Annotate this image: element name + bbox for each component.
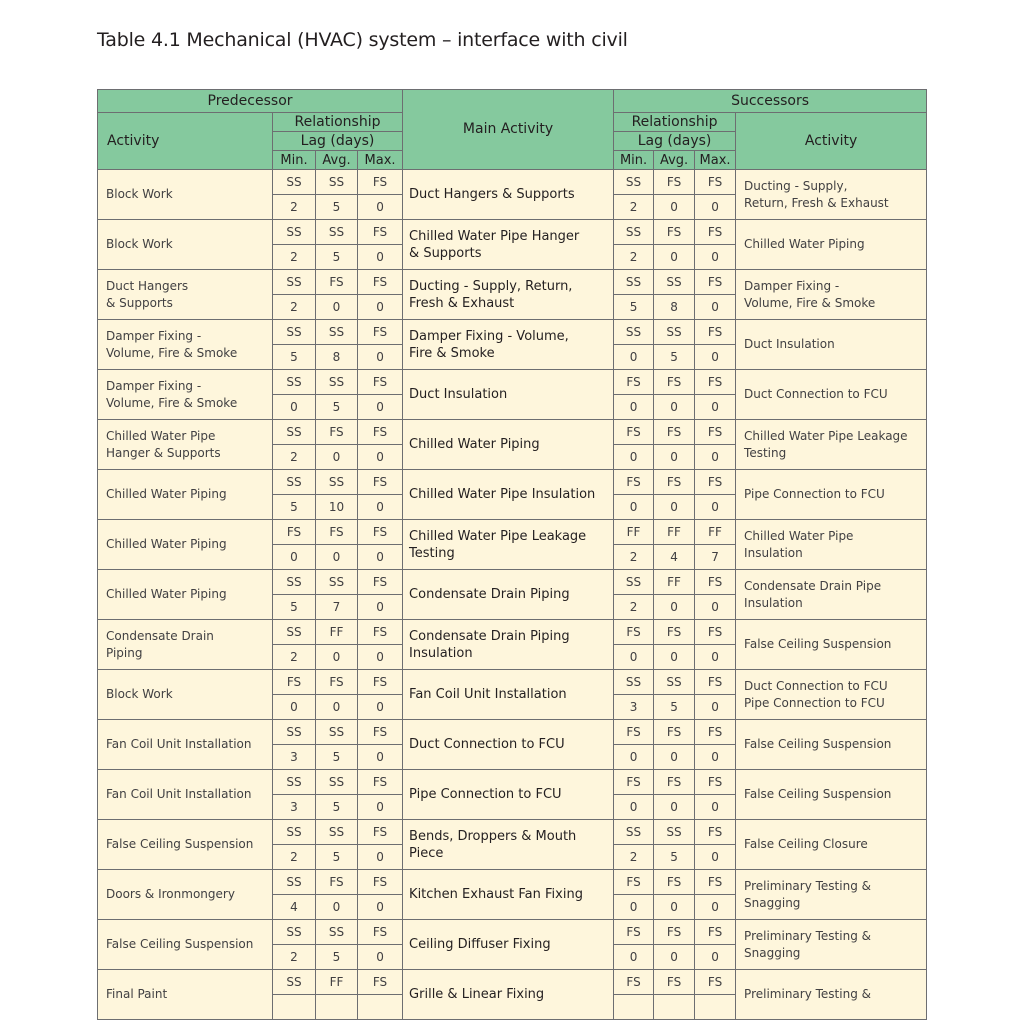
main-activity: Chilled Water Piping (403, 420, 614, 470)
successor-activity: Duct Connection to FCU Pipe Connection to FCU (736, 670, 927, 720)
main-activity: Duct Hangers & Supports (403, 170, 614, 220)
main-activity: Grille & Linear Fixing (403, 970, 614, 1020)
predecessor-relationship: FS (358, 570, 403, 595)
main-activity: Fan Coil Unit Installation (403, 670, 614, 720)
predecessor-relationship: SS (273, 770, 316, 795)
successor-relationship: FS (654, 220, 695, 245)
predecessor-relationship: SS (273, 320, 316, 345)
predecessor-activity: False Ceiling Suspension (98, 920, 273, 970)
predecessor-relationship: SS (316, 370, 358, 395)
successor-relationship: FS (695, 320, 736, 345)
successor-relationship: FS (654, 870, 695, 895)
successor-relationship: FS (695, 420, 736, 445)
predecessor-lag: 0 (316, 645, 358, 670)
main-activity: Bends, Droppers & Mouth Piece (403, 820, 614, 870)
successor-relationship: FS (695, 770, 736, 795)
predecessor-activity: Chilled Water Piping (98, 470, 273, 520)
predecessor-activity: Damper Fixing - Volume, Fire & Smoke (98, 370, 273, 420)
successor-activity: False Ceiling Suspension (736, 620, 927, 670)
successor-activity: Chilled Water Piping (736, 220, 927, 270)
successor-lag: 5 (654, 845, 695, 870)
successor-max-header: Max. (695, 151, 736, 170)
predecessor-relationship: SS (273, 470, 316, 495)
successor-relationship: FS (654, 970, 695, 995)
successor-lag: 0 (614, 795, 654, 820)
successor-relationship: FF (614, 520, 654, 545)
predecessor-relationship: FS (316, 270, 358, 295)
predecessor-lag: 0 (358, 845, 403, 870)
main-activity: Pipe Connection to FCU (403, 770, 614, 820)
table-row (98, 170, 927, 195)
successor-relationship: FS (695, 270, 736, 295)
predecessor-lag: 0 (273, 695, 316, 720)
successor-relationship: SS (654, 270, 695, 295)
successor-relationship: SS (614, 320, 654, 345)
successor-relationship: FS (654, 420, 695, 445)
predecessor-activity: Duct Hangers & Supports (98, 270, 273, 320)
table-row (98, 220, 927, 245)
main-activity: Damper Fixing - Volume, Fire & Smoke (403, 320, 614, 370)
successor-activity: Damper Fixing - Volume, Fire & Smoke (736, 270, 927, 320)
successor-activity: Pipe Connection to FCU (736, 470, 927, 520)
main-activity: Condensate Drain Piping (403, 570, 614, 620)
predecessor-min-header: Min. (273, 151, 316, 170)
successor-lag: 0 (654, 745, 695, 770)
predecessor-activity: Chilled Water Piping (98, 570, 273, 620)
successor-relationship: FS (654, 170, 695, 195)
predecessor-relationship: SS (316, 570, 358, 595)
predecessor-lag: 0 (358, 445, 403, 470)
predecessor-relationship: SS (316, 170, 358, 195)
successor-lag: 0 (614, 645, 654, 670)
table-row (98, 820, 927, 845)
successor-relationship: FS (695, 370, 736, 395)
successor-relationship: FS (614, 470, 654, 495)
main-activity: Chilled Water Pipe Insulation (403, 470, 614, 520)
table-row (98, 770, 927, 795)
predecessor-relationship: FS (358, 770, 403, 795)
predecessor-relationship: SS (273, 970, 316, 995)
predecessor-lag: 2 (273, 445, 316, 470)
successor-relationship: SS (654, 820, 695, 845)
predecessor-lag: 5 (316, 795, 358, 820)
successor-lag: 0 (614, 745, 654, 770)
successor-activity: Duct Insulation (736, 320, 927, 370)
predecessor-relationship: SS (273, 370, 316, 395)
successor-relationship: FS (654, 720, 695, 745)
successor-relationship: FS (654, 920, 695, 945)
predecessor-lag (273, 995, 316, 1020)
predecessor-relationship: FS (358, 270, 403, 295)
predecessor-lag: 5 (316, 195, 358, 220)
successor-avg-header: Avg. (654, 151, 695, 170)
successor-lag: 7 (695, 545, 736, 570)
table-row (98, 620, 927, 645)
successor-activity-header: Activity (736, 113, 927, 170)
successor-lag: 0 (695, 595, 736, 620)
predecessor-lag: 0 (358, 345, 403, 370)
table-row (98, 420, 927, 445)
successor-lag (614, 995, 654, 1020)
predecessor-header: Predecessor (98, 90, 403, 113)
table-row (98, 520, 927, 545)
table-title: Table 4.1 Mechanical (HVAC) system – interface with civil (97, 29, 628, 51)
predecessor-relationship: FS (316, 670, 358, 695)
predecessor-relationship: SS (273, 870, 316, 895)
table-row (98, 670, 927, 695)
main-activity: Ceiling Diffuser Fixing (403, 920, 614, 970)
successor-lag: 0 (654, 645, 695, 670)
predecessor-lag: 0 (358, 745, 403, 770)
predecessor-relationship: FS (358, 670, 403, 695)
predecessor-lag: 0 (273, 545, 316, 570)
predecessor-lag: 8 (316, 345, 358, 370)
predecessor-lag: 0 (358, 195, 403, 220)
predecessor-relationship: FS (358, 870, 403, 895)
predecessor-relationship: SS (273, 570, 316, 595)
predecessor-lag: 0 (316, 895, 358, 920)
predecessor-relationship: SS (316, 220, 358, 245)
predecessor-activity: Doors & Ironmongery (98, 870, 273, 920)
successor-lag: 2 (614, 195, 654, 220)
successor-lag-header: Lag (days) (614, 132, 736, 151)
successor-lag: 5 (614, 295, 654, 320)
successor-relationship: SS (614, 270, 654, 295)
predecessor-relationship: FS (358, 370, 403, 395)
hvac-interface-table (97, 89, 927, 1020)
predecessor-relationship: FS (358, 820, 403, 845)
predecessor-relationship: FF (316, 620, 358, 645)
table-row (98, 720, 927, 745)
successor-lag: 0 (695, 845, 736, 870)
predecessor-relationship: SS (273, 620, 316, 645)
successor-lag: 0 (654, 795, 695, 820)
predecessor-activity: Condensate Drain Piping (98, 620, 273, 670)
successor-relationship: FS (654, 620, 695, 645)
successor-relationship: FS (614, 920, 654, 945)
predecessor-relationship: SS (316, 820, 358, 845)
successor-activity: False Ceiling Closure (736, 820, 927, 870)
main-activity: Condensate Drain Piping Insulation (403, 620, 614, 670)
successors-header: Successors (614, 90, 927, 113)
predecessor-activity: False Ceiling Suspension (98, 820, 273, 870)
predecessor-activity: Final Paint (98, 970, 273, 1020)
successor-lag: 0 (695, 895, 736, 920)
successor-lag: 5 (654, 695, 695, 720)
predecessor-lag: 4 (273, 895, 316, 920)
successor-lag: 2 (614, 845, 654, 870)
predecessor-lag: 10 (316, 495, 358, 520)
predecessor-relationship: FF (316, 970, 358, 995)
predecessor-lag: 0 (316, 295, 358, 320)
predecessor-relationship: SS (273, 270, 316, 295)
predecessor-lag: 5 (273, 345, 316, 370)
successor-lag: 0 (695, 295, 736, 320)
successor-relationship: FS (614, 720, 654, 745)
table-row (98, 870, 927, 895)
predecessor-relationship: FS (358, 420, 403, 445)
predecessor-relationship: SS (273, 420, 316, 445)
predecessor-relationship: SS (316, 770, 358, 795)
predecessor-lag: 5 (316, 745, 358, 770)
predecessor-relationship: FS (358, 970, 403, 995)
predecessor-relationship: FS (358, 220, 403, 245)
successor-lag: 0 (614, 895, 654, 920)
predecessor-lag: 0 (358, 895, 403, 920)
successor-relationship: FS (695, 820, 736, 845)
table-row (98, 370, 927, 395)
predecessor-relationship: SS (273, 170, 316, 195)
predecessor-relationship: FS (358, 520, 403, 545)
successor-relationship: SS (614, 220, 654, 245)
successor-activity: Chilled Water Pipe Insulation (736, 520, 927, 570)
main-activity: Ducting - Supply, Return, Fresh & Exhaust (403, 270, 614, 320)
predecessor-activity: Chilled Water Piping (98, 520, 273, 570)
successor-relationship: FS (614, 870, 654, 895)
predecessor-lag: 0 (358, 695, 403, 720)
predecessor-relationship: FS (273, 520, 316, 545)
predecessor-lag: 0 (358, 595, 403, 620)
successor-relationship: FS (695, 720, 736, 745)
predecessor-relationship: FS (316, 870, 358, 895)
table-row (98, 320, 927, 345)
successor-relationship-header: Relationship (614, 113, 736, 132)
successor-activity: Chilled Water Pipe Leakage Testing (736, 420, 927, 470)
predecessor-activity: Block Work (98, 670, 273, 720)
predecessor-activity: Damper Fixing - Volume, Fire & Smoke (98, 320, 273, 370)
predecessor-lag: 0 (358, 395, 403, 420)
successor-relationship: FS (614, 370, 654, 395)
successor-relationship: FS (695, 470, 736, 495)
successor-lag: 0 (695, 495, 736, 520)
successor-activity: Duct Connection to FCU (736, 370, 927, 420)
predecessor-lag: 0 (273, 395, 316, 420)
successor-relationship: FS (695, 920, 736, 945)
successor-relationship: SS (614, 170, 654, 195)
predecessor-lag: 0 (316, 695, 358, 720)
main-activity: Duct Connection to FCU (403, 720, 614, 770)
successor-lag: 0 (695, 745, 736, 770)
predecessor-relationship: FS (358, 620, 403, 645)
predecessor-relationship: SS (316, 470, 358, 495)
main-activity-header: Main Activity (403, 90, 614, 170)
successor-activity: Preliminary Testing & Snagging (736, 870, 927, 920)
predecessor-activity: Chilled Water Pipe Hanger & Supports (98, 420, 273, 470)
table-row (98, 270, 927, 295)
successor-relationship: FS (654, 770, 695, 795)
successor-lag: 0 (695, 195, 736, 220)
predecessor-lag: 0 (358, 645, 403, 670)
predecessor-lag: 2 (273, 195, 316, 220)
successor-relationship: FS (614, 770, 654, 795)
successor-relationship: FS (695, 670, 736, 695)
predecessor-relationship: FS (358, 470, 403, 495)
predecessor-lag-header: Lag (days) (273, 132, 403, 151)
predecessor-max-header: Max. (358, 151, 403, 170)
successor-lag: 0 (614, 945, 654, 970)
predecessor-relationship: FS (273, 670, 316, 695)
successor-lag: 0 (654, 945, 695, 970)
successor-relationship: FF (654, 520, 695, 545)
predecessor-lag: 2 (273, 245, 316, 270)
successor-lag: 0 (695, 245, 736, 270)
predecessor-relationship: SS (273, 220, 316, 245)
successor-activity: Preliminary Testing & Snagging (736, 920, 927, 970)
successor-relationship: FS (614, 970, 654, 995)
predecessor-relationship: SS (316, 320, 358, 345)
successor-relationship: SS (654, 670, 695, 695)
successor-lag: 0 (654, 595, 695, 620)
predecessor-lag: 2 (273, 295, 316, 320)
successor-relationship: SS (614, 570, 654, 595)
successor-lag: 5 (654, 345, 695, 370)
predecessor-relationship: SS (316, 920, 358, 945)
successor-lag: 0 (654, 245, 695, 270)
successor-relationship: FS (695, 170, 736, 195)
successor-lag: 0 (695, 795, 736, 820)
predecessor-relationship-header: Relationship (273, 113, 403, 132)
successor-activity: False Ceiling Suspension (736, 720, 927, 770)
successor-lag: 0 (614, 345, 654, 370)
successor-relationship: FS (695, 870, 736, 895)
successor-relationship: FS (695, 570, 736, 595)
predecessor-lag: 0 (358, 295, 403, 320)
successor-activity: Condensate Drain Pipe Insulation (736, 570, 927, 620)
predecessor-lag: 2 (273, 845, 316, 870)
successor-lag: 0 (695, 945, 736, 970)
successor-lag: 2 (614, 595, 654, 620)
main-activity: Kitchen Exhaust Fan Fixing (403, 870, 614, 920)
predecessor-activity: Block Work (98, 220, 273, 270)
predecessor-relationship: FS (358, 720, 403, 745)
successor-lag: 8 (654, 295, 695, 320)
successor-lag: 0 (614, 445, 654, 470)
predecessor-lag: 3 (273, 795, 316, 820)
successor-relationship: FS (695, 220, 736, 245)
predecessor-relationship: FS (358, 920, 403, 945)
predecessor-lag: 5 (316, 245, 358, 270)
predecessor-lag: 3 (273, 745, 316, 770)
successor-lag: 0 (654, 445, 695, 470)
successor-lag: 0 (695, 345, 736, 370)
successor-relationship: SS (654, 320, 695, 345)
predecessor-lag: 0 (316, 445, 358, 470)
predecessor-relationship: FS (358, 170, 403, 195)
predecessor-relationship: SS (273, 820, 316, 845)
predecessor-lag: 5 (273, 595, 316, 620)
successor-lag: 3 (614, 695, 654, 720)
successor-relationship: FS (695, 970, 736, 995)
successor-lag: 2 (614, 545, 654, 570)
successor-lag (695, 995, 736, 1020)
successor-relationship: SS (614, 820, 654, 845)
successor-relationship: FS (614, 620, 654, 645)
predecessor-lag: 2 (273, 945, 316, 970)
predecessor-relationship: FS (316, 520, 358, 545)
main-activity: Chilled Water Pipe Leakage Testing (403, 520, 614, 570)
successor-lag: 0 (695, 645, 736, 670)
successor-activity: False Ceiling Suspension (736, 770, 927, 820)
successor-lag: 0 (654, 495, 695, 520)
successor-activity: Ducting - Supply, Return, Fresh & Exhaust (736, 170, 927, 220)
predecessor-lag: 0 (358, 245, 403, 270)
successor-relationship: FS (654, 470, 695, 495)
successor-lag: 0 (654, 395, 695, 420)
predecessor-lag: 5 (316, 395, 358, 420)
main-activity: Duct Insulation (403, 370, 614, 420)
successor-lag: 0 (695, 395, 736, 420)
predecessor-relationship: SS (316, 720, 358, 745)
predecessor-lag: 0 (316, 545, 358, 570)
successor-lag: 0 (614, 395, 654, 420)
successor-lag: 0 (614, 495, 654, 520)
predecessor-lag: 2 (273, 645, 316, 670)
predecessor-lag: 0 (358, 545, 403, 570)
successor-relationship: FS (614, 420, 654, 445)
predecessor-lag: 0 (358, 945, 403, 970)
predecessor-lag: 5 (273, 495, 316, 520)
predecessor-lag (358, 995, 403, 1020)
predecessor-relationship: FS (316, 420, 358, 445)
successor-relationship: FF (695, 520, 736, 545)
predecessor-activity-header: Activity (98, 113, 273, 170)
successor-lag: 4 (654, 545, 695, 570)
predecessor-activity: Block Work (98, 170, 273, 220)
successor-min-header: Min. (614, 151, 654, 170)
successor-lag: 0 (695, 695, 736, 720)
successor-lag (654, 995, 695, 1020)
table-row (98, 470, 927, 495)
predecessor-lag: 7 (316, 595, 358, 620)
successor-relationship: SS (614, 670, 654, 695)
successor-lag: 0 (695, 445, 736, 470)
successor-relationship: FS (654, 370, 695, 395)
predecessor-lag (316, 995, 358, 1020)
successor-activity: Preliminary Testing & (736, 970, 927, 1020)
predecessor-relationship: SS (273, 920, 316, 945)
successor-relationship: FF (654, 570, 695, 595)
table-row (98, 570, 927, 595)
predecessor-activity: Fan Coil Unit Installation (98, 770, 273, 820)
predecessor-relationship: FS (358, 320, 403, 345)
predecessor-lag: 0 (358, 495, 403, 520)
predecessor-lag: 5 (316, 945, 358, 970)
predecessor-lag: 5 (316, 845, 358, 870)
predecessor-relationship: SS (273, 720, 316, 745)
table-body (98, 170, 927, 1020)
successor-lag: 0 (654, 195, 695, 220)
predecessor-avg-header: Avg. (316, 151, 358, 170)
predecessor-activity: Fan Coil Unit Installation (98, 720, 273, 770)
main-activity: Chilled Water Pipe Hanger & Supports (403, 220, 614, 270)
predecessor-lag: 0 (358, 795, 403, 820)
successor-lag: 0 (654, 895, 695, 920)
successor-relationship: FS (695, 620, 736, 645)
table-row (98, 970, 927, 995)
successor-lag: 2 (614, 245, 654, 270)
table-row (98, 920, 927, 945)
